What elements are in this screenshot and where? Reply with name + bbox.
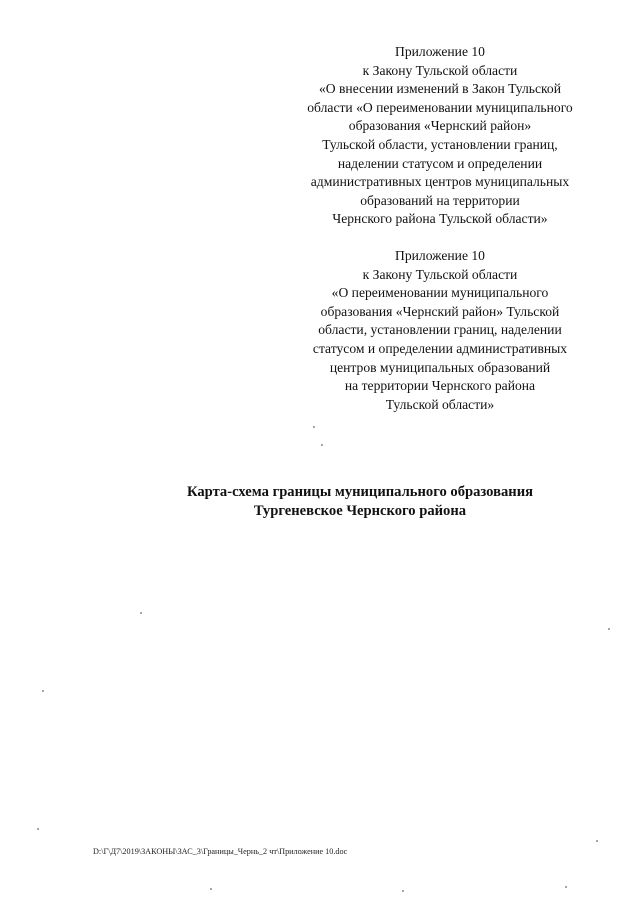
header-line: Приложение 10 (395, 248, 485, 263)
header-line: Приложение 10 (395, 44, 485, 59)
header-line: области, установлении границ, наделении (318, 322, 562, 338)
scan-speck (321, 444, 323, 446)
title-line-1: Карта-схема границы муниципального образования (186, 484, 534, 500)
header-line: на территории Чернского района (344, 378, 536, 394)
scan-speck (313, 426, 315, 428)
scan-speck (596, 840, 598, 842)
file-path-footer: D:\Г\Д7\2019\ЗАКОНЫ\ЗАС_3\Границы_Чернь_2 чт\Приложение 10.doc (93, 847, 348, 856)
header-line: Тульской области, установлении границ, (322, 136, 558, 152)
header-line: административных центров муниципальных (310, 174, 570, 190)
header-line: центров муниципальных образований (329, 359, 551, 375)
title-line-2: Тургеневское Чернского района (253, 503, 467, 519)
header-line: «О переименовании муниципального (331, 285, 549, 301)
header-line: образования «Чернский район» (348, 118, 532, 134)
scan-speck (37, 828, 39, 830)
header-line: к Закону Тульской области (362, 266, 518, 282)
header-line: образования «Чернский район» Тульской (320, 303, 560, 319)
header-line: «О внесении изменений в Закон Тульской (318, 81, 562, 97)
scan-speck (402, 890, 404, 892)
document-title (150, 483, 570, 521)
scan-speck (140, 612, 142, 614)
scan-speck (565, 886, 567, 888)
appendix-header-amended (288, 43, 592, 229)
header-line: области «О переименовании муниципального (307, 99, 573, 115)
scan-speck (210, 888, 212, 890)
header-line: к Закону Тульской области (362, 62, 518, 78)
header-line: статусом и определении административных (312, 340, 568, 356)
appendix-header-original (288, 247, 592, 414)
header-line: образований на территории (360, 192, 520, 208)
header-line: Чернского района Тульской области» (332, 211, 548, 227)
header-line: наделении статусом и определении (337, 155, 543, 171)
scan-speck (608, 628, 610, 630)
scan-speck (42, 690, 44, 692)
header-line: Тульской области» (385, 396, 495, 412)
